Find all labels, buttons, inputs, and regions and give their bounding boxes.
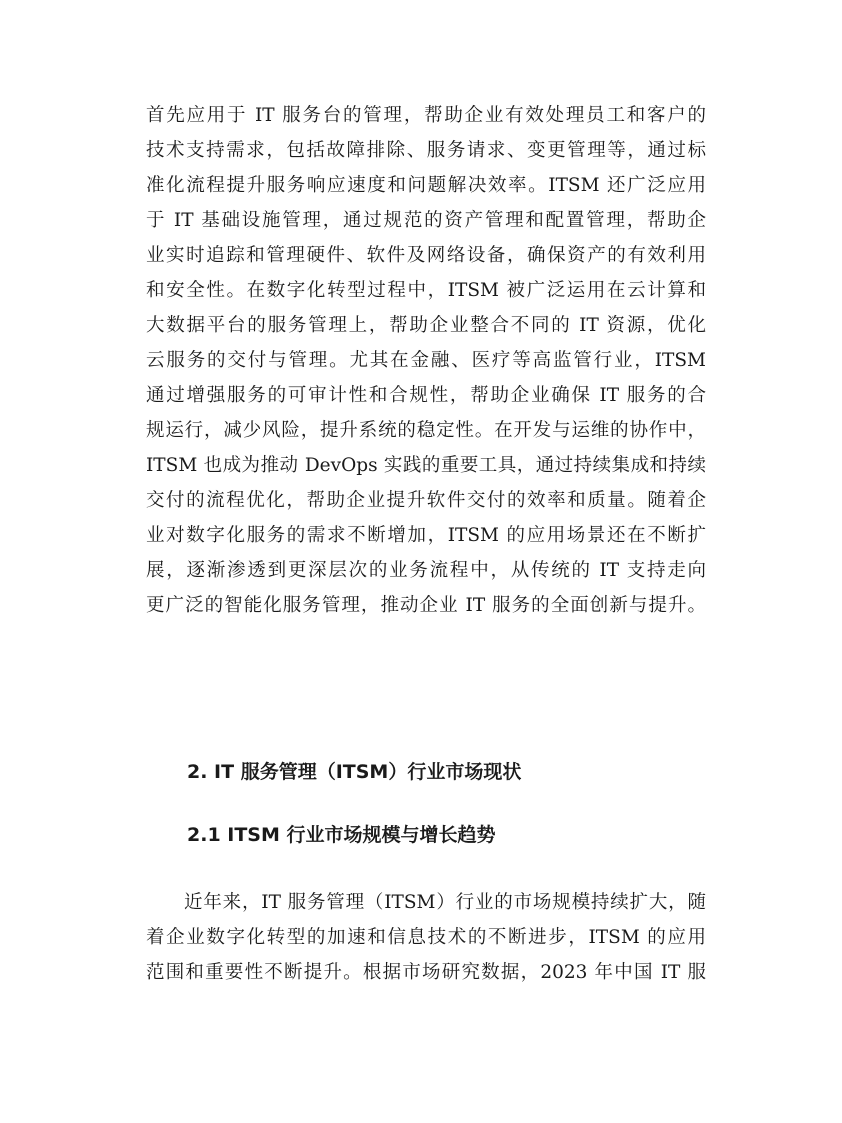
paragraph-line: 着企业数字化转型的加速和信息技术的不断进步，ITSM 的应用 xyxy=(146,927,706,948)
paragraph-line: 近年来，IT 服务管理（ITSM）行业的市场规模持续扩大，随 xyxy=(184,892,706,913)
section-heading: 2. IT 服务管理（ITSM）行业市场现状 xyxy=(187,761,522,783)
subsection-heading: 2.1 ITSM 行业市场规模与增长趋势 xyxy=(187,824,496,846)
paragraph-line: 大数据平台的服务管理上，帮助企业整合不同的 IT 资源，优化 xyxy=(146,315,706,336)
paragraph-line: ITSM 也成为推动 DevOps 实践的重要工具，通过持续集成和持续 xyxy=(146,455,706,476)
paragraph-line: 和安全性。在数字化转型过程中，ITSM 被广泛运用在云计算和 xyxy=(146,280,706,301)
paragraph-line: 首先应用于 IT 服务台的管理，帮助企业有效处理员工和客户的 xyxy=(146,105,706,126)
paragraph-line: 通过增强服务的可审计性和合规性，帮助企业确保 IT 服务的合 xyxy=(146,385,706,406)
paragraph-line: 技术支持需求，包括故障排除、服务请求、变更管理等，通过标 xyxy=(146,140,706,161)
paragraph-line: 更广泛的智能化服务管理，推动企业 IT 服务的全面创新与提升。 xyxy=(146,595,706,616)
paragraph-line: 交付的流程优化，帮助企业提升软件交付的效率和质量。随着企 xyxy=(146,490,706,511)
body-paragraph-1 xyxy=(146,98,706,623)
paragraph-line: 准化流程提升服务响应速度和问题解决效率。ITSM 还广泛应用 xyxy=(146,175,706,196)
paragraph-line: 云服务的交付与管理。尤其在金融、医疗等高监管行业，ITSM xyxy=(146,350,706,371)
paragraph-line: 于 IT 基础设施管理，通过规范的资产管理和配置管理，帮助企 xyxy=(146,210,706,231)
paragraph-line: 范围和重要性不断提升。根据市场研究数据，2023 年中国 IT 服 xyxy=(146,962,706,983)
paragraph-line: 规运行，减少风险，提升系统的稳定性。在开发与运维的协作中， xyxy=(146,420,706,441)
paragraph-line: 业实时追踪和管理硬件、软件及网络设备，确保资产的有效利用 xyxy=(146,245,706,266)
paragraph-line: 业对数字化服务的需求不断增加，ITSM 的应用场景还在不断扩 xyxy=(146,525,706,546)
body-paragraph-2 xyxy=(146,885,706,990)
paragraph-line: 展，逐渐渗透到更深层次的业务流程中，从传统的 IT 支持走向 xyxy=(146,560,706,581)
